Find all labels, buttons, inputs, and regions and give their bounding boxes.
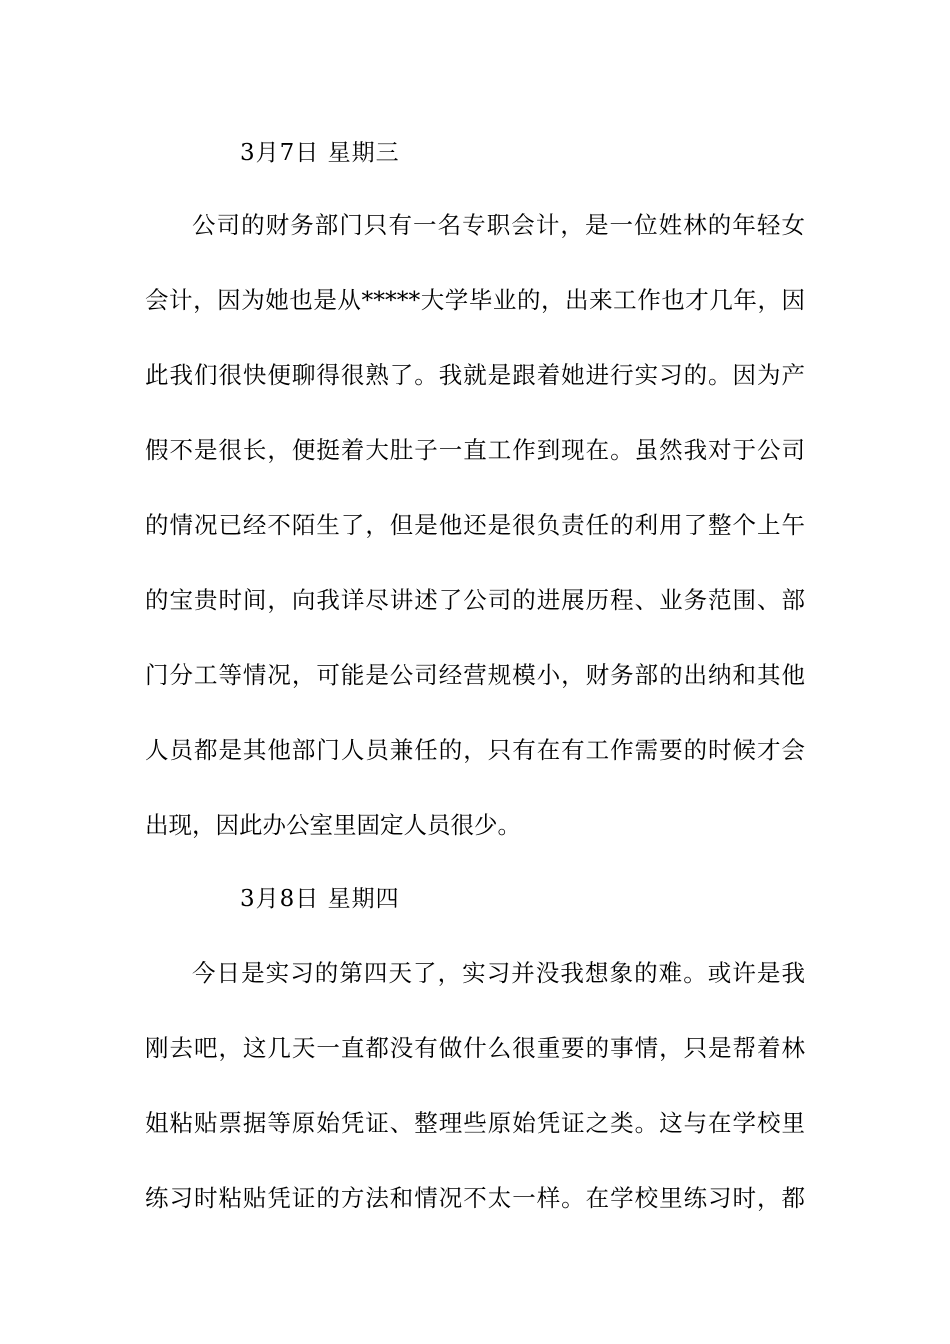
text-line: 假不是很长，便挺着大肚子一直工作到现在。虽然我对于公司: [145, 436, 805, 464]
text-line: 门分工等情况，可能是公司经营规模小，财务部的出纳和其他: [145, 661, 805, 689]
date-heading-mar8: 3月8日 星期四: [240, 886, 400, 912]
text-line: 的情况已经不陌生了，但是他还是很负责任的利用了整个上午: [145, 511, 805, 539]
text-line: 人员都是其他部门人员兼任的，只有在有工作需要的时候才会: [145, 736, 805, 764]
date-heading-mar7: 3月7日 星期三: [240, 140, 400, 166]
text-line: 公司的财务部门只有一名专职会计，是一位姓林的年轻女: [192, 211, 805, 239]
paragraph-mar7: [145, 210, 805, 885]
text-line: 此我们很快便聊得很熟了。我就是跟着她进行实习的。因为产: [145, 361, 805, 389]
text-line: 姐粘贴票据等原始凭证、整理些原始凭证之类。这与在学校里: [145, 1109, 805, 1137]
text-line: 刚去吧，这几天一直都没有做什么很重要的事情，只是帮着林: [145, 1034, 805, 1062]
text-line: 会计，因为她也是从*****大学毕业的，出来工作也才几年，因: [145, 286, 805, 314]
text-line: 的宝贵时间，向我详尽讲述了公司的进展历程、业务范围、部: [145, 586, 805, 614]
text-line: 今日是实习的第四天了，实习并没我想象的难。或许是我: [192, 959, 805, 987]
text-line: 练习时粘贴凭证的方法和情况不太一样。在学校里练习时，都: [145, 1184, 805, 1212]
text-line: 出现，因此办公室里固定人员很少。: [145, 811, 521, 839]
paragraph-mar8: [145, 958, 805, 1258]
